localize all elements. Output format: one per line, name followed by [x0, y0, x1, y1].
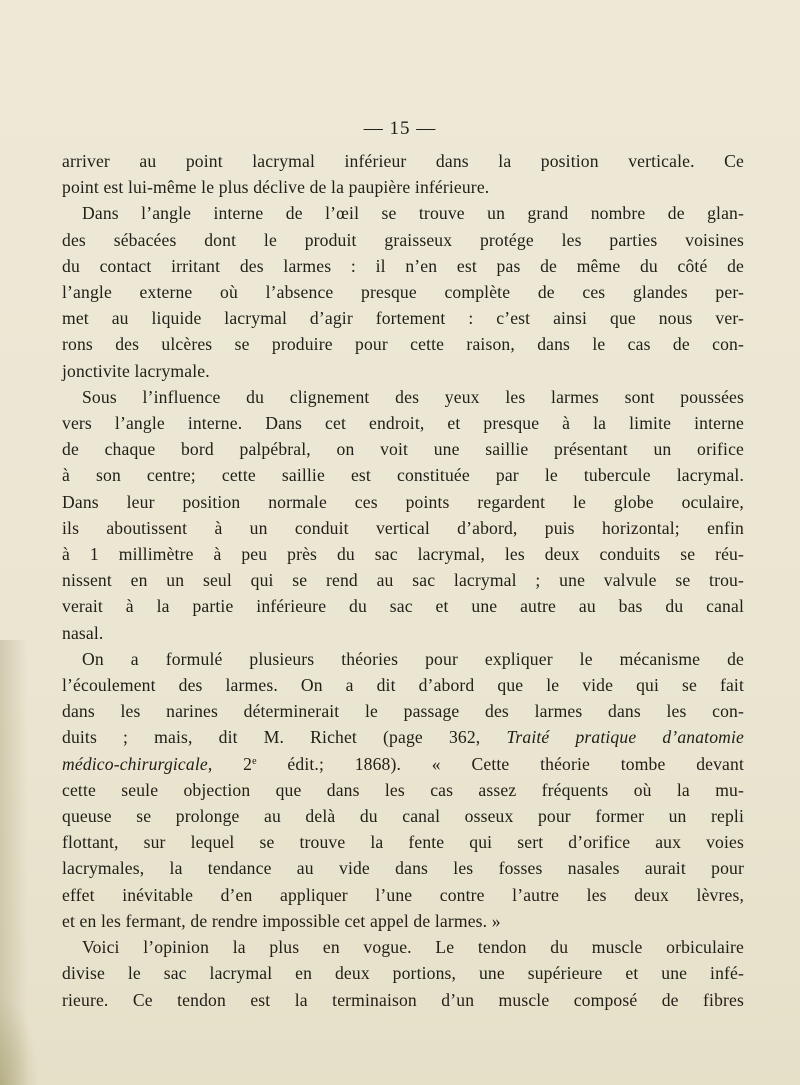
- text-line: vers l’angle interne. Dans cet endroit, et presque à la limite interne: [62, 413, 744, 434]
- text-line: Sous l’influence du clignement des yeux les larmes sont poussées: [82, 386, 744, 407]
- text-line: et en les fermant, de rendre impossible cet appel de larmes. »: [62, 910, 501, 931]
- text-line: nasal.: [62, 622, 104, 643]
- text-line: effet inévitable d’en appliquer l’une contre l’autre les deux lèvres,: [62, 884, 744, 905]
- text-line: point est lui-même le plus déclive de la paupière inférieure.: [62, 177, 490, 198]
- paragraph-4: [62, 646, 744, 934]
- text-line: Dans l’angle interne de l’œil se trouve un grand nombre de glan-: [82, 203, 744, 224]
- paragraph-5: [62, 934, 744, 1013]
- text-line: flottant, sur lequel se trouve la fente qui sert d’orifice aux voies: [62, 832, 744, 853]
- text-line: des sébacées dont le produit graisseux protége les parties voisines: [62, 229, 744, 250]
- text-line: queuse se prolonge au delà du canal osseux pour former un repli: [62, 806, 744, 827]
- text-line: divise le sac lacrymal en deux portions, une supérieure et une infé-: [62, 963, 744, 984]
- text-line: dans les narines déterminerait le passage des larmes dans les con-: [62, 701, 744, 722]
- text-line: rieure. Ce tendon est la terminaison d’un muscle composé de fibres: [62, 989, 744, 1010]
- text-line: ils aboutissent à un conduit vertical d’abord, puis horizontal; enfin: [62, 517, 744, 538]
- text-line: à son centre; cette saillie est constituée par le tubercule lacrymal.: [62, 465, 744, 486]
- paragraph-2: [62, 200, 744, 383]
- page-corner-stain: [0, 995, 40, 1085]
- paragraph-1: [62, 148, 744, 200]
- text-line: à 1 millimètre à peu près du sac lacrymal, les deux conduits se réu-: [62, 544, 744, 565]
- page-number: — 15 —: [363, 118, 437, 139]
- text-line: Voici l’opinion la plus en vogue. Le tendon du muscle orbiculaire: [82, 937, 744, 958]
- superscript: e: [252, 755, 257, 767]
- text-segment: édit.; 1868). « Cette théorie tombe devant: [256, 753, 744, 774]
- text-line: arriver au point lacrymal inférieur dans la position verticale. Ce: [62, 151, 744, 171]
- text-line: met au liquide lacrymal d’agir fortement : c’est ainsi que nous ver-: [62, 308, 744, 329]
- text-line: de chaque bord palpébral, on voit une saillie présentant un orifice: [62, 439, 744, 460]
- text-line: l’écoulement des larmes. On a dit d’abord que le vide qui se fait: [62, 675, 744, 696]
- text-line-with-italic: [62, 751, 744, 777]
- text-line: jonctivite lacrymale.: [62, 360, 210, 381]
- text-line: cette seule objection que dans les cas assez fréquents où la mu-: [62, 779, 744, 800]
- text-line: rons des ulcères se produire pour cette raison, dans le cas de con-: [62, 334, 744, 355]
- text-line: verait à la partie inférieure du sac et une autre au bas du canal: [62, 596, 744, 617]
- text-line: du contact irritant des larmes : il n’en est pas de même du côté de: [62, 255, 744, 276]
- text-line: On a formulé plusieurs théories pour expliquer le mécanisme de: [82, 648, 744, 669]
- text-line: nissent en un seul qui se rend au sac lacrymal ; une valvule se trou-: [62, 570, 744, 591]
- text-segment: duits ; mais, dit M. Richet (page 362,: [62, 727, 481, 748]
- text-line: l’angle externe où l’absence presque complète de ces glandes per-: [62, 282, 744, 303]
- italic-book-title: Traité pratique d’anatomie: [506, 727, 744, 748]
- text-line: Dans leur position normale ces points regardent le globe oculaire,: [62, 491, 744, 512]
- body-text: [62, 148, 744, 1013]
- text-segment: , 2: [207, 753, 253, 774]
- paragraph-3: [62, 384, 744, 646]
- text-line-with-italic: [62, 724, 744, 750]
- italic-book-title: médico-chirurgicale: [62, 753, 208, 774]
- text-line: lacrymales, la tendance au vide dans les fosses nasales aurait pour: [62, 858, 744, 879]
